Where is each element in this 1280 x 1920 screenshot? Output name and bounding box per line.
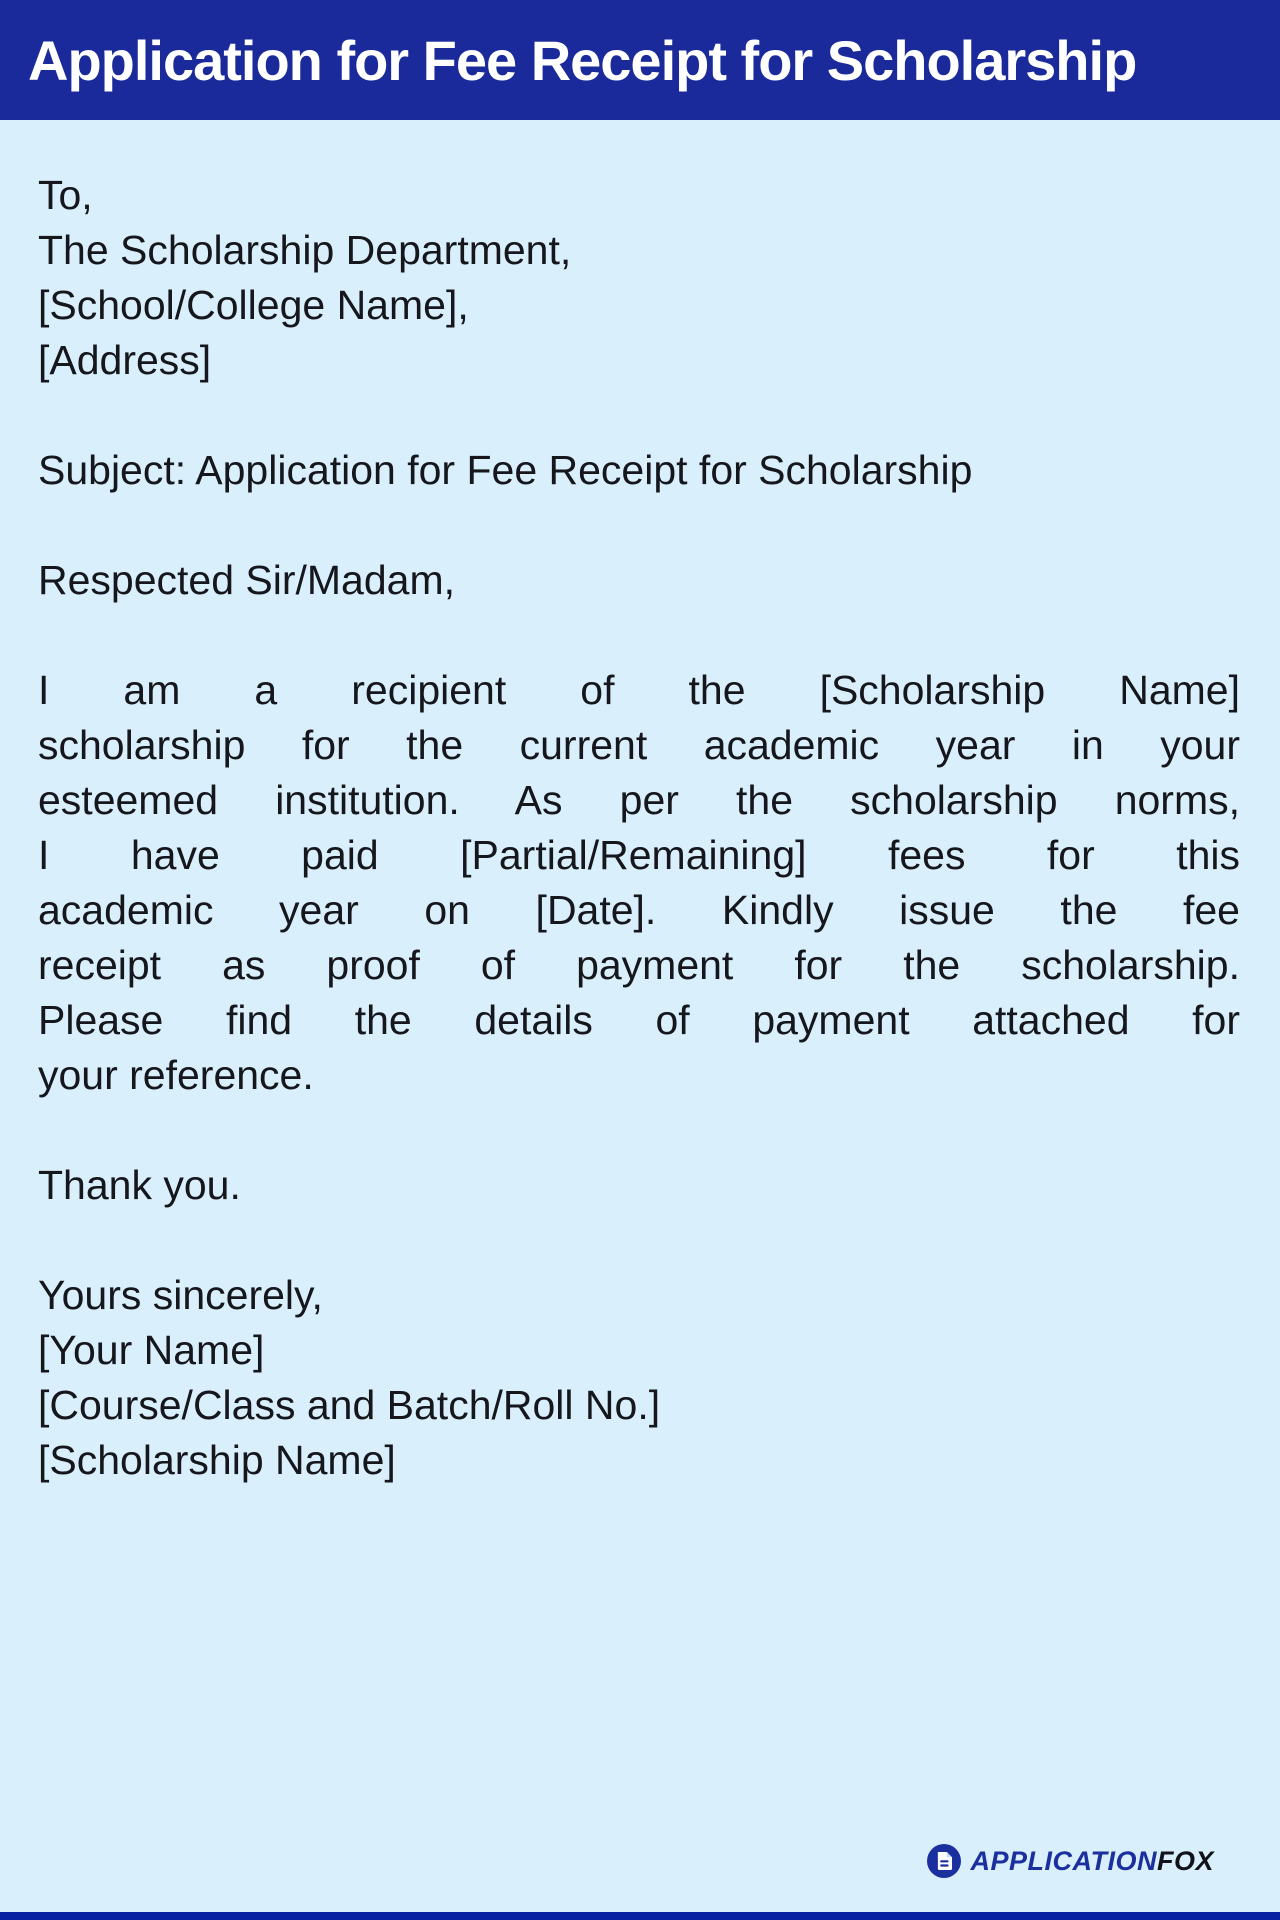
closing-line: [Course/Class and Batch/Roll No.] [38,1382,661,1428]
brand-logo [927,1844,1214,1878]
closing-block [38,1268,1240,1488]
address-line: [School/College Name], [38,282,469,328]
brand-wordmark-application: APPLICATION [970,1845,1157,1876]
closing-line: [Your Name] [38,1327,265,1373]
body-line: Please find the details of payment attached for [38,997,1240,1043]
body-paragraph [38,663,1240,1103]
address-line: [Address] [38,337,212,383]
address-line: To, [38,172,93,218]
body-line: academic year on [Date]. Kindly issue the fee [38,887,1240,933]
letter-body [0,120,1280,1488]
body-line: your reference. [38,1052,314,1098]
brand-wordmark-fox: FOX [1156,1845,1214,1876]
body-line: I have paid [Partial/Remaining] fees for this [38,832,1240,878]
closing-line: Yours sincerely, [38,1272,323,1318]
closing-line: [Scholarship Name] [38,1437,396,1483]
title-bar [0,0,1280,120]
brand-wordmark [970,1846,1214,1877]
page-title: Application for Fee Receipt for Scholarship [28,28,1137,92]
body-line: esteemed institution. As per the scholarship norms, [38,777,1240,823]
footer-bar [0,1912,1280,1920]
subject-line: Subject: Application for Fee Receipt for Scholarship [38,447,973,493]
body-line: receipt as proof of payment for the scholarship. [38,942,1240,988]
thank-you-line: Thank you. [38,1162,241,1208]
address-line: The Scholarship Department, [38,227,572,273]
body-line: scholarship for the current academic year in your [38,722,1240,768]
document-icon [927,1844,961,1878]
recipient-address-block [38,168,1240,388]
salutation: Respected Sir/Madam, [38,557,456,603]
body-line: I am a recipient of the [Scholarship Name] [38,667,1240,713]
